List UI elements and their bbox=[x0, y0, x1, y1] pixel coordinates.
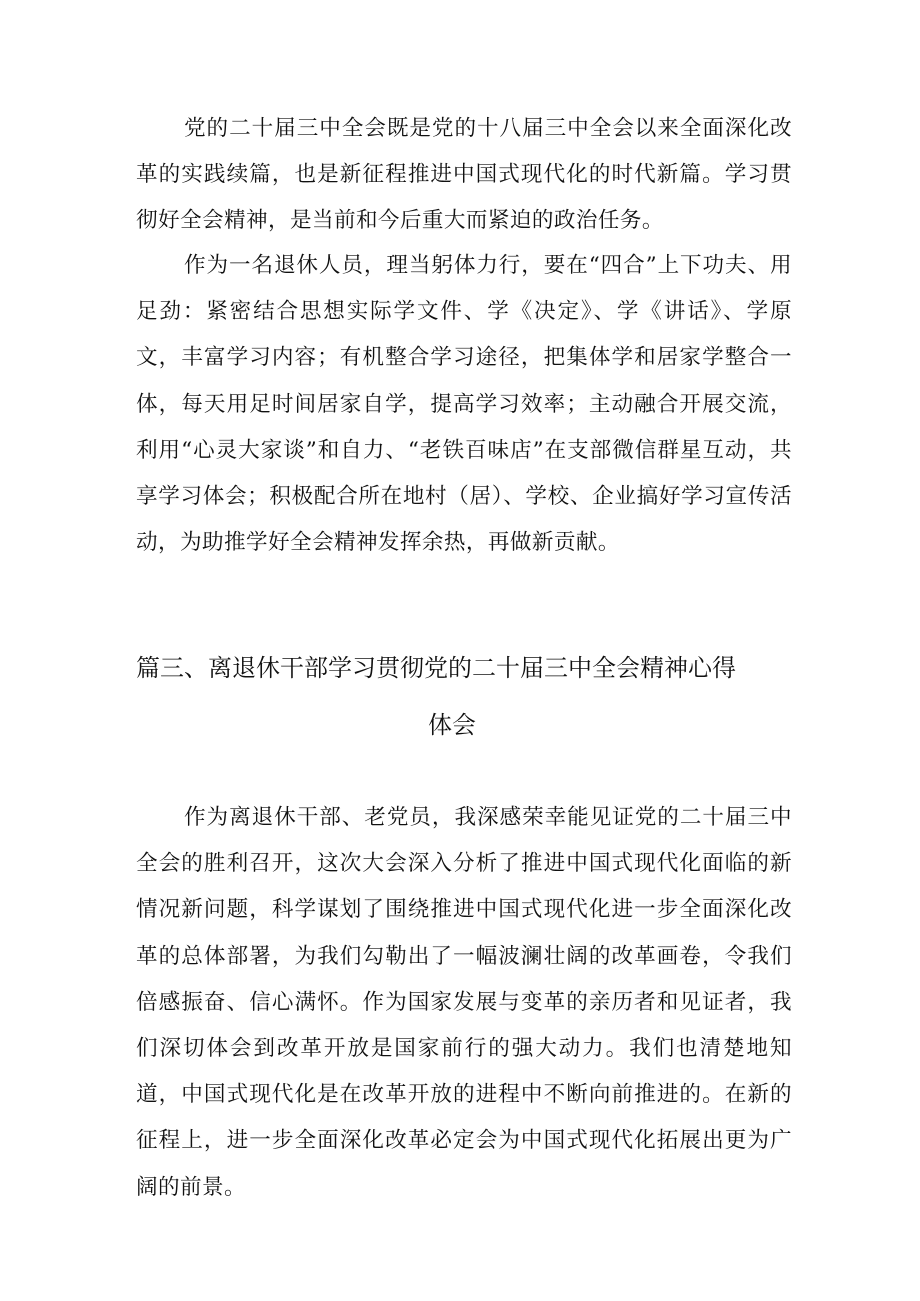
section-heading-line2: 体会 bbox=[428, 711, 476, 739]
body-paragraph: 党的二十届三中全会既是党的十八届三中全会以来全面深化改革的实践续篇，也是新征程推进中国式现代化的时代新篇。学习贯彻好全会精神，是当前和今后重大而紧迫的政治任务。 bbox=[136, 116, 792, 234]
body-paragraph: 作为一名退休人员，理当躬体力行，要在“四合”上下功夫、用足劲：紧密结合思想实际学文件、学《决定》、学《讲话》、学原文，丰富学习内容；有机整合学习途径，把集体学和居家学整合一体，每天用足时间居家自学，提高学习效率；主动融合开展交流，利用“心灵大家谈”和自力、“老铁百味店”在支部微信群星互动，共享学习体会；积极配合所在地村（居）、学校、企业搞好学习宣传活动，为助推学好全会精神发挥余热，再做新贡献。 bbox=[136, 253, 792, 556]
section-heading-line1: 篇三、离退休干部学习贯彻党的二十届三中全会精神心得 bbox=[136, 654, 736, 682]
section-body-paragraph: 作为离退休干部、老党员，我深感荣幸能见证党的二十届三中全会的胜利召开，这次大会深入分析了推进中国式现代化面临的新情况新问题，科学谋划了围绕推进中国式现代化进一步全面深化改革的总体部署，为我们勾勒出了一幅波澜壮阔的改革画卷，令我们倍感振奋、信心满怀。作为国家发展与变革的亲历者和见证者，我们深切体会到改革开放是国家前行的强大动力。我们也清楚地知道，中国式现代化是在改革开放的进程中不断向前推进的。在新的征程上，进一步全面深化改革必定会为中国式现代化拓展出更为广阔的前景。 bbox=[136, 805, 792, 1200]
